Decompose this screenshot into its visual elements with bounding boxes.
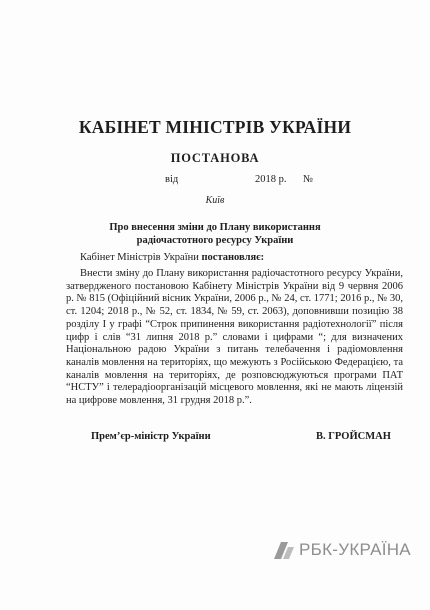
signature-position: Прем’єр-міністр України	[91, 431, 211, 442]
date-prefix: від	[165, 174, 179, 185]
date-row	[0, 174, 430, 188]
watermark-text: РБК-УКРАЇНА	[299, 540, 411, 559]
signature-row	[0, 431, 430, 445]
rbc-logo-icon	[272, 541, 296, 560]
intro-paragraph	[80, 252, 400, 265]
body-paragraph: Внести зміну до Плану використання радіочастотного ресурсу України, затвердженого постановою Кабінету Міністрів України від 9 червня 2006 р. № 815 (Офіційний вісник України, 2006 р., № 24, ст. 1771; 2016 р., № 30, ст. 1204; 2018 р., № 52, ст. 1834, № 59, ст. 2063), доповнивши позицію 38 розділу I у графі “Строк припинення використання радіотехнології” після цифр і слів “31 липня 2018 р.” словами і цифрами “; для визначених Національною радою України з питань телебачення і радіомовлення каналів мовлення на територіях, що межують з Російською Федерацією, та каналів мовлення на територіях, де розповсюджуються програми ПАТ “НСТУ” і телерадіоорганізацій місцевого мовлення, які не мають ліцензій на цифрове мовлення, 31 грудня 2018 р.”.	[66, 268, 403, 407]
number-label: №	[303, 174, 314, 185]
intro-text: Кабінет Міністрів України	[80, 252, 202, 263]
intro-bold: постановляє:	[201, 252, 265, 263]
city: Київ	[205, 195, 225, 206]
document-type: ПОСТАНОВА	[170, 151, 260, 165]
subject-line-2: радіочастотного ресурсу України	[136, 234, 294, 246]
document-subject	[100, 222, 330, 247]
rbc-watermark	[272, 539, 422, 561]
signature-name: В. ГРОЙСМАН	[316, 431, 391, 442]
document-title: КАБІНЕТ МІНІСТРІВ УКРАЇНИ	[78, 117, 352, 137]
subject-line-1: Про внесення зміни до Плану використання	[109, 222, 321, 233]
date-year: 2018 р.	[255, 174, 287, 185]
